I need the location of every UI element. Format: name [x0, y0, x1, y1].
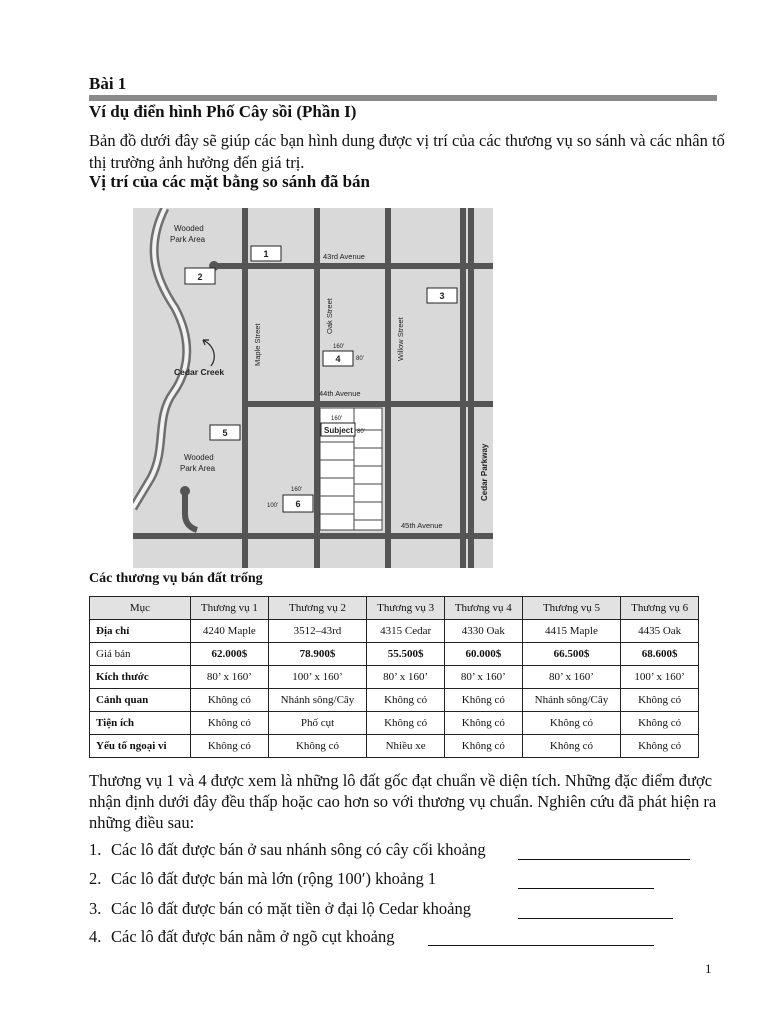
answer-blank-2[interactable] — [518, 888, 654, 889]
table-cell: Không có — [621, 735, 699, 758]
table-cell: Không có — [444, 689, 522, 712]
table-cell: Không có — [268, 735, 367, 758]
location-map — [133, 208, 493, 568]
svg-text:Park Area: Park Area — [180, 464, 216, 473]
subject-label: Subject — [324, 426, 353, 435]
page-number: 1 — [705, 961, 712, 976]
question-4: 4. Các lô đất được bán nằm ở ngõ cụt khoảng — [89, 927, 395, 946]
svg-text:43rd Avenue: 43rd Avenue — [323, 252, 365, 261]
cul-de-sac-south-end — [180, 486, 190, 496]
table-cell: 68.600$ — [621, 643, 699, 666]
table-cell: 4435 Oak — [621, 620, 699, 643]
table-row — [90, 643, 699, 666]
lesson-title: Bài 1 — [89, 74, 127, 93]
svg-text:44th Avenue: 44th Avenue — [319, 389, 361, 398]
svg-text:45th Avenue: 45th Avenue — [401, 521, 443, 530]
svg-text:Willow Street: Willow Street — [396, 317, 405, 361]
row-label: Kích thước — [90, 666, 191, 689]
row-label: Giá bán — [90, 643, 191, 666]
table-cell: Không có — [367, 689, 445, 712]
svg-text:Cedar Parkway: Cedar Parkway — [480, 443, 489, 501]
svg-text:160': 160' — [331, 416, 343, 422]
table-cell: 4330 Oak — [444, 620, 522, 643]
marker-3: 3 — [439, 291, 445, 301]
table-cell: 100’ x 160’ — [268, 666, 367, 689]
question-text: Các lô đất được bán nằm ở ngõ cụt khoảng — [111, 927, 395, 946]
svg-text:80': 80' — [357, 429, 365, 435]
table-cell: Không có — [191, 689, 269, 712]
question-text: Các lô đất được bán có mặt tiền ở đại lộ Cedar khoảng — [111, 899, 471, 918]
row-label: Cảnh quan — [90, 689, 191, 712]
marker-5: 5 — [222, 428, 228, 438]
row-label: Yếu tố ngoại vi — [90, 735, 191, 758]
question-text: Các lô đất được bán ở sau nhánh sông có cây cối khoảng — [111, 840, 486, 859]
svg-text:Maple Street: Maple Street — [253, 323, 262, 366]
table-cell: 100’ x 160’ — [621, 666, 699, 689]
svg-text:160': 160' — [291, 487, 303, 493]
table-cell: Không có — [444, 712, 522, 735]
table-cell: Không có — [621, 689, 699, 712]
table-row — [90, 620, 699, 643]
table-row — [90, 712, 699, 735]
table-cell: Nhiều xe — [367, 735, 445, 758]
table-cell: 4415 Maple — [522, 620, 621, 643]
table-cell: 80’ x 160’ — [367, 666, 445, 689]
answer-blank-1[interactable] — [518, 859, 690, 860]
column-header: Mục — [90, 597, 191, 620]
svg-text:Wooded: Wooded — [174, 224, 204, 233]
table-cell: Không có — [191, 735, 269, 758]
question-3: 3. Các lô đất được bán có mặt tiền ở đại lộ Cedar khoảng — [89, 899, 471, 918]
table-row — [90, 666, 699, 689]
question-2: 2. Các lô đất được bán mà lớn (rộng 100′) khoảng 1 — [89, 869, 437, 888]
column-header: Thương vụ 6 — [621, 597, 699, 620]
conclusion-paragraph: Thương vụ 1 và 4 được xem là những lô đất gốc đạt chuẩn về diện tích. Những đặc điểm được nhận định dưới đây đều thấp hoặc cao hơn so với thương vụ chuẩn. Nghiên cứu đã phát hiện ra những điều sau: — [89, 771, 717, 832]
column-header: Thương vụ 4 — [444, 597, 522, 620]
sales-table — [89, 596, 699, 758]
table-row — [90, 689, 699, 712]
title-rule — [89, 95, 717, 101]
answer-blank-3[interactable] — [518, 918, 673, 919]
answer-blank-4[interactable] — [428, 945, 654, 946]
marker-1: 1 — [263, 249, 269, 259]
table-cell: Không có — [522, 735, 621, 758]
table-cell: Không có — [444, 735, 522, 758]
map-title: Vị trí của các mặt bằng so sánh đã bán — [89, 172, 371, 191]
table-cell: Không có — [191, 712, 269, 735]
table-cell: 60.000$ — [444, 643, 522, 666]
table-cell: 4315 Cedar — [367, 620, 445, 643]
table-cell: Không có — [522, 712, 621, 735]
row-label: Tiện ích — [90, 712, 191, 735]
table-cell: 3512–43rd — [268, 620, 367, 643]
table-cell: 4240 Maple — [191, 620, 269, 643]
section-title: Ví dụ điển hình Phố Cây sồi (Phần I) — [89, 102, 357, 121]
table-title: Các thương vụ bán đất trống — [89, 571, 263, 586]
table-cell: Phố cụt — [268, 712, 367, 735]
column-header: Thương vụ 1 — [191, 597, 269, 620]
table-row — [90, 735, 699, 758]
question-1: 1. Các lô đất được bán ở sau nhánh sông có cây cối khoảng — [89, 840, 486, 859]
question-text: Các lô đất được bán mà lớn (rộng 100′) khoảng 1 — [111, 869, 437, 888]
svg-text:Park Area: Park Area — [170, 235, 206, 244]
svg-text:Oak Street: Oak Street — [325, 298, 334, 334]
marker-6: 6 — [295, 499, 301, 509]
table-cell: Nhánh sông/Cây — [268, 689, 367, 712]
table-cell: 80’ x 160’ — [522, 666, 621, 689]
table-cell: Không có — [621, 712, 699, 735]
table-cell: 80’ x 160’ — [191, 666, 269, 689]
column-header: Thương vụ 2 — [268, 597, 367, 620]
row-label: Địa chỉ — [90, 620, 191, 643]
column-header: Thương vụ 5 — [522, 597, 621, 620]
svg-text:100': 100' — [267, 503, 279, 509]
table-cell: 66.500$ — [522, 643, 621, 666]
svg-text:80': 80' — [356, 356, 364, 362]
svg-text:Wooded: Wooded — [184, 453, 214, 462]
svg-text:160': 160' — [333, 344, 345, 350]
intro-paragraph: Bản đồ dưới đây sẽ giúp các bạn hình dung được vị trí của các thương vụ so sánh và các nhân tố thị trường ảnh hưởng đến giá trị. — [89, 131, 725, 172]
table-cell: Nhánh sông/Cây — [522, 689, 621, 712]
column-header: Thương vụ 3 — [367, 597, 445, 620]
table-cell: 62.000$ — [191, 643, 269, 666]
table-header-row — [90, 597, 699, 620]
table-cell: 78.900$ — [268, 643, 367, 666]
table-cell: 80’ x 160’ — [444, 666, 522, 689]
marker-4: 4 — [335, 354, 341, 364]
marker-2: 2 — [197, 272, 203, 282]
creek-label: Cedar Creek — [174, 367, 225, 377]
table-cell: Không có — [367, 712, 445, 735]
table-cell: 55.500$ — [367, 643, 445, 666]
